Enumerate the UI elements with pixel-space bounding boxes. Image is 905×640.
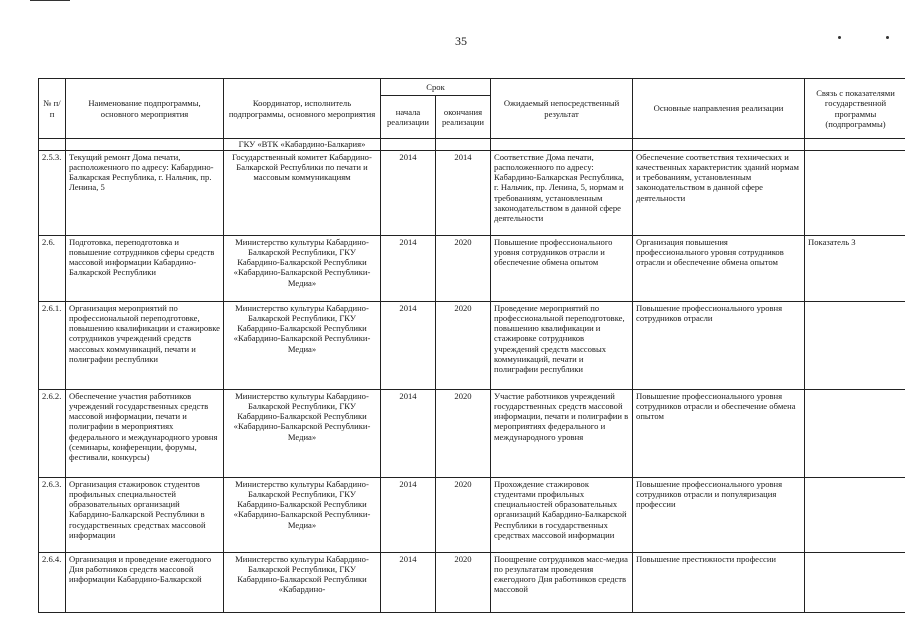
row-end: 2020 bbox=[436, 478, 491, 553]
org-row-name-empty bbox=[66, 139, 224, 151]
header-result: Ожидаемый непосредственный результат bbox=[491, 79, 633, 139]
row-result: Проведение мероприятий по профессиональной переподготовке, повышению квалификации и стажировке сотрудников учреждений средств массовых коммуникаций, печати и полиграфии республики bbox=[491, 302, 633, 390]
row-coordinator: Министерство культуры Кабардино-Балкарской Республики, ГКУ Кабардино-Балкарской Республики «Кабардино-Балкарской Республики-Медиа» bbox=[224, 236, 381, 302]
row-num: 2.6.1. bbox=[39, 302, 66, 390]
row-num: 2.6.3. bbox=[39, 478, 66, 553]
row-name: Организация мероприятий по профессиональной переподготовке, повышению квалификации и стажировке сотрудников учреждений средств массовых коммуникаций, печати и полиграфии республики bbox=[66, 302, 224, 390]
row-result: Поощрение сотрудников масс-медиа по результатам проведения ежегодного Дня работников средств массовой bbox=[491, 553, 633, 613]
row-end: 2020 bbox=[436, 236, 491, 302]
table-row bbox=[39, 302, 905, 390]
scan-mark-top-right-2 bbox=[886, 36, 889, 39]
org-row bbox=[39, 139, 905, 151]
row-link bbox=[805, 302, 905, 390]
header-directions: Основные направления реализации bbox=[633, 79, 805, 139]
row-result: Повышение профессионального уровня сотрудников отрасли и обеспечение обмена опытом bbox=[491, 236, 633, 302]
row-link bbox=[805, 553, 905, 613]
row-start: 2014 bbox=[381, 553, 436, 613]
header-link: Связь с показателями государственной программы (подпрограммы) bbox=[805, 79, 905, 139]
header-coordinator: Координатор, исполнитель подпрограммы, основного мероприятия bbox=[224, 79, 381, 139]
row-start: 2014 bbox=[381, 151, 436, 236]
row-link: Показатель 3 bbox=[805, 236, 905, 302]
header-start: начала реализации bbox=[381, 96, 436, 139]
org-row-cell bbox=[381, 139, 436, 151]
table-row bbox=[39, 151, 905, 236]
row-coordinator: Государственный комитет Кабардино-Балкарской Республики по печати и массовым коммуникациям bbox=[224, 151, 381, 236]
row-directions: Повышение профессионального уровня сотрудников отрасли bbox=[633, 302, 805, 390]
org-row-title: ГКУ «ВТК «Кабардино-Балкария» bbox=[224, 139, 381, 151]
row-num: 2.6.4. bbox=[39, 553, 66, 613]
row-directions: Повышение профессионального уровня сотрудников отрасли и обеспечение обмена опытом bbox=[633, 390, 805, 478]
row-name: Организация и проведение ежегодного Дня работников средств массовой информации Кабардино-Балкарской bbox=[66, 553, 224, 613]
row-directions: Повышение профессионального уровня сотрудников отрасли и популяризация профессии bbox=[633, 478, 805, 553]
row-result: Участие работников учреждений государственных средств массовой информации, печати и полиграфии в мероприятиях федерального и международного уровня bbox=[491, 390, 633, 478]
row-name: Подготовка, переподготовка и повышение сотрудников сферы средств массовой информации Кабардино-Балкарской Республики bbox=[66, 236, 224, 302]
row-result: Соответствие Дома печати, расположенного по адресу: Кабардино-Балкарская Республика, г. Нальчик, пр. Ленина, 5, нормам и требованиям, установленным законодательством в данной сфере деятельности bbox=[491, 151, 633, 236]
row-name: Обеспечение участия работников учреждений государственных средств массовой информации, печати и полиграфии в мероприятиях федерального и международного уровня (семинары, конференции, форумы, фестивали, конкурсы) bbox=[66, 390, 224, 478]
row-end: 2014 bbox=[436, 151, 491, 236]
page-number: 35 bbox=[455, 34, 467, 48]
org-row-cell bbox=[436, 139, 491, 151]
row-end: 2020 bbox=[436, 390, 491, 478]
table-row bbox=[39, 390, 905, 478]
row-coordinator: Министерство культуры Кабардино-Балкарской Республики, ГКУ Кабардино-Балкарской Республики «Кабардино- bbox=[224, 553, 381, 613]
scan-mark-top-right bbox=[838, 36, 841, 39]
row-result: Прохождение стажировок студентами профильных специальностей образовательных организаций Кабардино-Балкарской Республики в государственных средствах массовой информации bbox=[491, 478, 633, 553]
row-end: 2020 bbox=[436, 553, 491, 613]
row-name: Организация стажировок студентов профильных специальностей образовательных организаций Кабардино-Балкарской Республики в государственных средствах массовой информации bbox=[66, 478, 224, 553]
row-start: 2014 bbox=[381, 390, 436, 478]
row-link bbox=[805, 478, 905, 553]
row-start: 2014 bbox=[381, 478, 436, 553]
row-link bbox=[805, 390, 905, 478]
row-start: 2014 bbox=[381, 302, 436, 390]
org-row-num-empty bbox=[39, 139, 66, 151]
table-row bbox=[39, 236, 905, 302]
org-row-cell bbox=[491, 139, 633, 151]
row-link bbox=[805, 151, 905, 236]
row-directions: Повышение престижности профессии bbox=[633, 553, 805, 613]
program-table-wrapper bbox=[38, 78, 905, 640]
row-start: 2014 bbox=[381, 236, 436, 302]
row-coordinator: Министерство культуры Кабардино-Балкарской Республики, ГКУ Кабардино-Балкарской Республики «Кабардино-Балкарской Республики-Медиа» bbox=[224, 390, 381, 478]
header-num: № п/п bbox=[39, 79, 66, 139]
table-row bbox=[39, 478, 905, 553]
program-table bbox=[38, 78, 905, 613]
row-num: 2.6.2. bbox=[39, 390, 66, 478]
header-name: Наименование подпрограммы, основного мероприятия bbox=[66, 79, 224, 139]
row-directions: Обеспечение соответствия технических и качественных характеристик зданий нормам и требованиям, установленным законодательством в данной сфере деятельности bbox=[633, 151, 805, 236]
row-coordinator: Министерство культуры Кабардино-Балкарской Республики, ГКУ Кабардино-Балкарской Республики «Кабардино-Балкарской Республики-Медиа» bbox=[224, 478, 381, 553]
scan-mark-top-left bbox=[30, 0, 70, 1]
header-term: Срок bbox=[381, 79, 491, 96]
row-coordinator: Министерство культуры Кабардино-Балкарской Республики, ГКУ Кабардино-Балкарской Республики «Кабардино-Балкарской Республики-Медиа» bbox=[224, 302, 381, 390]
header-row-1 bbox=[39, 79, 905, 96]
org-row-cell bbox=[633, 139, 805, 151]
header-end: окончания реализации bbox=[436, 96, 491, 139]
row-end: 2020 bbox=[436, 302, 491, 390]
org-row-cell bbox=[805, 139, 905, 151]
row-name: Текущий ремонт Дома печати, расположенного по адресу: Кабардино-Балкарская Республика, г. Нальчик, пр. Ленина, 5 bbox=[66, 151, 224, 236]
table-row bbox=[39, 553, 905, 613]
row-num: 2.5.3. bbox=[39, 151, 66, 236]
row-num: 2.6. bbox=[39, 236, 66, 302]
row-directions: Организация повышения профессионального уровня сотрудников отрасли и обеспечение обмена опытом bbox=[633, 236, 805, 302]
